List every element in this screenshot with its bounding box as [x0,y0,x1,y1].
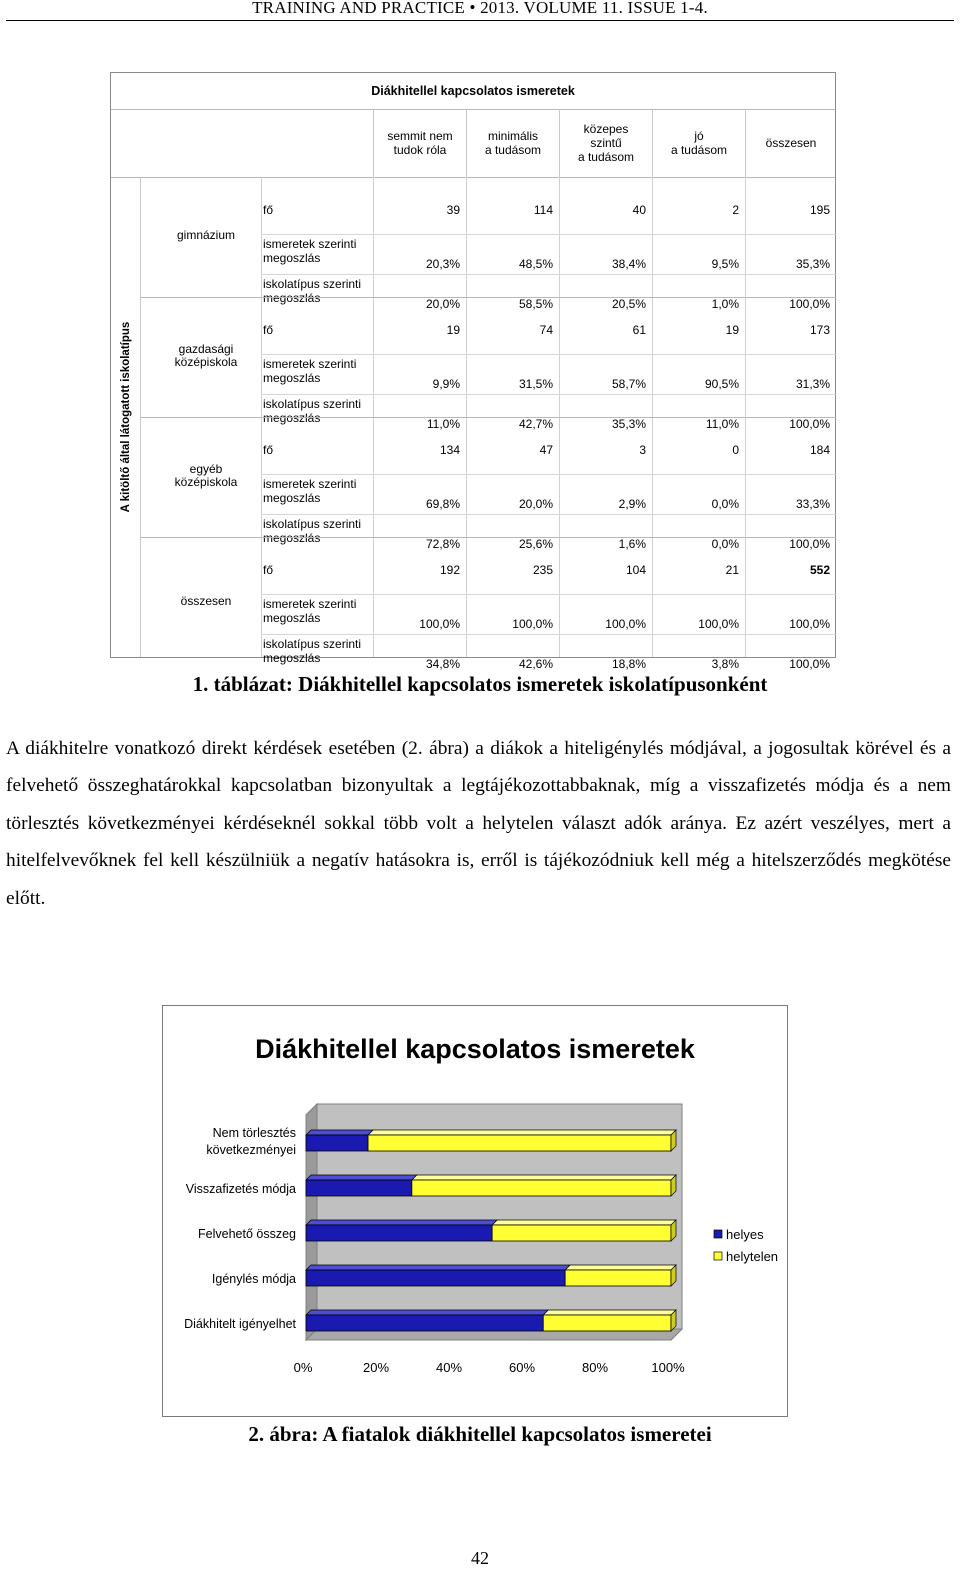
group-name: összesen [180,594,232,608]
table-cell: 100,0% [789,297,830,311]
page-number: 42 [471,1548,489,1568]
table-cell: 58,7% [611,377,646,391]
row-label: iskolatípus szerinti megoszlás [263,277,362,305]
table-cell: 18,8% [611,657,646,671]
table-cell: 35,3% [611,417,646,431]
row-label: iskolatípus szerinti megoszlás [263,397,362,425]
table-cell: 90,5% [704,377,739,391]
table-caption: 1. táblázat: Diákhitellel kapcsolatos ismeretek iskolatípusonként [192,672,768,696]
legend-label: helytelen [726,1249,779,1264]
table-cell: 100,0% [789,617,830,631]
table-cell: 3,8% [711,657,739,671]
group-separator [141,417,836,418]
row-label: ismeretek szerinti megoszlás [263,597,357,625]
table-cell: 42,7% [518,417,553,431]
row-label: iskolatípus szerinti megoszlás [263,517,362,545]
table-cell: 104 [625,563,646,577]
table-cell: 34,8% [425,657,460,671]
column-header: semmit nem tudok róla [373,109,466,177]
table-cell: 0,0% [711,497,739,511]
table-cell: 0,0% [711,537,739,551]
row-label: fő [263,323,274,337]
group-name: gimnázium [176,228,236,242]
table-cell: 114 [533,203,553,217]
row-label: ismeretek szerinti megoszlás [263,237,357,265]
table-cell: 72,8% [425,537,460,551]
group-separator [141,537,836,538]
table-cell: 184 [809,443,830,457]
figure-caption: 2. ábra: A fiatalok diákhitellel kapcsolatos ismeretei [248,1422,712,1446]
x-tick-label: 0% [293,1360,313,1375]
column-header: közepes szintű a tudásom [559,109,652,177]
table-cell: 1,0% [711,297,739,311]
table-cell: 58,5% [518,297,553,311]
side-label: A kitöltő által látogatott iskolatípus [120,321,132,513]
x-tick-label: 80% [581,1360,609,1375]
table-cell: 100,0% [512,617,553,631]
table-cell: 235 [532,563,553,577]
row-label: fő [263,443,274,457]
table-cell: 195 [809,203,830,217]
side-label-cell [111,177,141,657]
table-cell: 19 [725,323,739,337]
running-header: TRAINING AND PRACTICE • 2013. VOLUME 11. ISSUE 1-4. [252,0,708,17]
column-header: minimális a tudásom [466,109,559,177]
table-cell: 35,3% [795,257,830,271]
table-cell: 2 [732,203,739,217]
table-header-row [111,109,835,178]
table-cell: 1,6% [618,537,646,551]
table-cell: 33,3% [795,497,830,511]
row-divider [261,474,836,475]
row-divider [261,514,836,515]
table-cell: 0 [732,443,739,457]
table-cell: 173 [809,323,830,337]
table-cell: 9,9% [432,377,460,391]
table-cell: 61 [632,323,646,337]
category-label: Diákhitelt igényelhet [184,1317,296,1331]
chart-frame [162,1005,788,1417]
chart-title: Diákhitellel kapcsolatos ismeretek [255,1034,695,1064]
legend-label: helyes [726,1227,764,1242]
table-cell: 31,3% [795,377,830,391]
table-cell: 100,0% [789,657,830,671]
row-label: ismeretek szerinti megoszlás [263,477,357,505]
table-cell: 48,5% [518,257,553,271]
table-cell: 20,0% [518,497,553,511]
row-divider [261,394,836,395]
table-cell: 69,8% [425,497,460,511]
category-label: Nem törlesztés következményei [206,1126,296,1157]
row-divider [261,234,836,235]
table-cell: 100,0% [698,617,739,631]
row-label: ismeretek szerinti megoszlás [263,357,357,385]
row-label: fő [263,203,274,217]
row-divider [261,594,836,595]
table-cell: 2,9% [618,497,646,511]
table-cell: 38,4% [611,257,646,271]
table-cell: 100,0% [605,617,646,631]
table-cell: 47 [539,443,553,457]
table-cell: 552 [809,563,830,577]
row-label: fő [263,563,274,577]
x-tick-label: 40% [435,1360,463,1375]
category-label: Visszafizetés módja [185,1182,296,1196]
table-cell: 20,0% [425,297,460,311]
group-name: gazdasági középiskola [174,342,238,369]
table-cell: 42,6% [518,657,553,671]
table-cell: 74 [539,323,553,337]
table-cell: 100,0% [789,537,830,551]
table-1 [110,72,836,671]
table-cell: 20,5% [611,297,646,311]
table-cell: 9,5% [711,257,739,271]
body-paragraph: A diákhitelre vonatkozó direkt kérdések esetében (2. ábra) a diákok a hiteligénylés módjával, a jogosultak körével és a felvehető összeghatárokkal kapcsolatban bizonyultak a legtájékozottabbaknak, míg a visszafizetés módja és a nem törlesztés következményei kérdéseknél sokkal több volt a helytelen választ adók aránya. Ez azért veszélyes, mert a hitelfelvevőknek fel kell készülniük a negatív hatásokra is, erről is tájékozódniuk kell még a hitelszerződés megkötése előtt. [6,738,951,909]
header-rule [6,20,954,21]
table-cell: 25,6% [518,537,553,551]
group-separator [141,297,836,298]
x-tick-label: 20% [362,1360,390,1375]
column-header: összesen [745,109,836,177]
table-cell: 20,3% [425,257,460,271]
category-label: Felvehető összeg [198,1227,296,1241]
table-cell: 192 [439,563,460,577]
category-label: Igénylés módja [211,1272,296,1286]
group-name: egyéb középiskola [174,462,238,489]
column-header: jó a tudásom [652,109,745,177]
x-tick-label: 60% [508,1360,536,1375]
table-cell: 40 [632,203,646,217]
table-cell: 39 [446,203,460,217]
table-cell: 11,0% [426,417,460,431]
table-cell: 31,5% [518,377,553,391]
row-divider [261,634,836,635]
table-cell: 21 [725,563,739,577]
table-cell: 11,0% [705,417,739,431]
x-tick-label: 100% [651,1360,685,1375]
row-divider [261,354,836,355]
table-cell: 100,0% [419,617,460,631]
table-cell: 19 [446,323,460,337]
table-cell: 100,0% [789,417,830,431]
table-title: Diákhitellel kapcsolatos ismeretek [111,73,835,110]
row-label: iskolatípus szerinti megoszlás [263,637,362,665]
table-cell: 134 [439,443,460,457]
table-cell: 3 [639,443,646,457]
row-divider [261,274,836,275]
